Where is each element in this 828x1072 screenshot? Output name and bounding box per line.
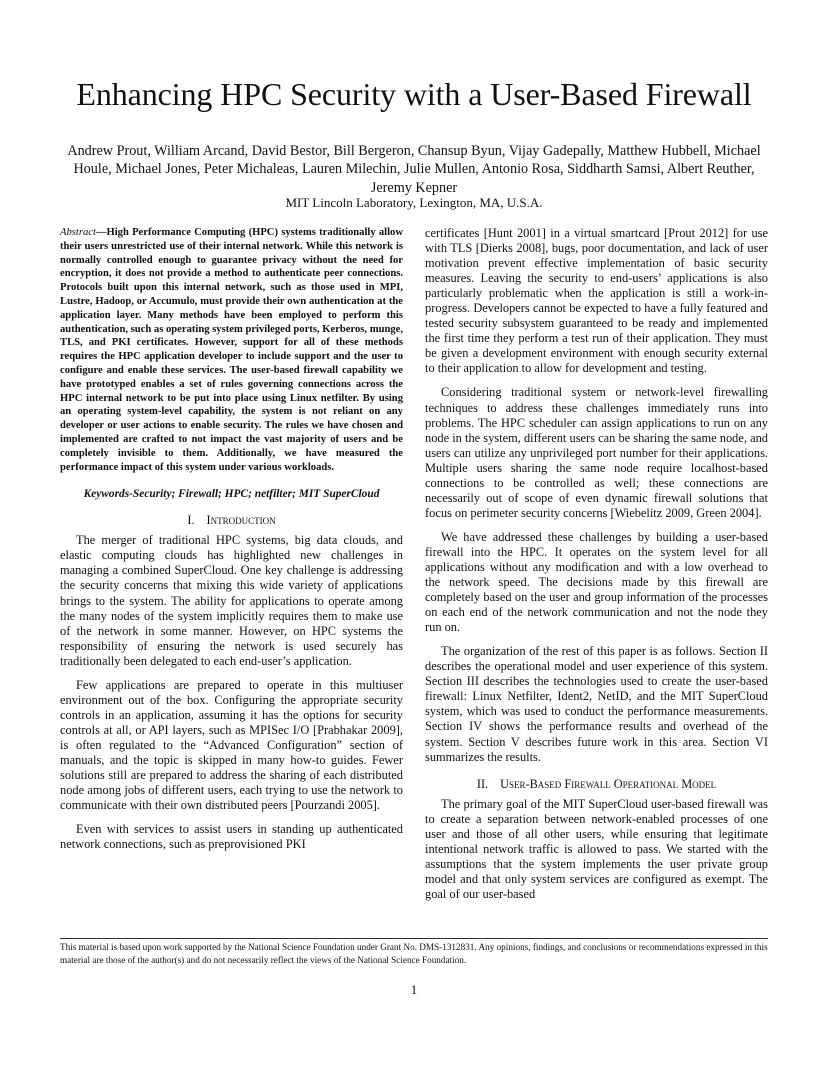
body-paragraph: The merger of traditional HPC systems, big data clouds, and elastic computing clouds has highlighted new challenges in managing a combined SuperCloud. One key challenge is addressing the security concerns that mixing this wide variety of applications brings to the system. The ability for applications to operate among the many nodes of the system implicitly requires them to make use of the network in some manner. However, on HPC systems the responsibility of ensuring the network is used securely has traditionally been delegated to each end-user’s application. bbox=[60, 533, 403, 668]
body-paragraph: Few applications are prepared to operate in this multiuser environment out of the box. Configuring the appropriate security controls in an application, assuming it has the options for security controls at all, or API layers, such as MPISec I/O [Prabhakar 2009], is often regulated to the “Advanced Configuration” section of manuals, and the topic is skipped in many how-to guides. Fewer solutions still are prepared to address the sharing of each distributed node among jobs of different users, each trying to use the network to communicate with their own distributed peers [Pourzandi 2005]. bbox=[60, 677, 403, 813]
abstract-label: Abstract bbox=[60, 227, 96, 238]
left-column bbox=[60, 226, 403, 852]
body-paragraph: The organization of the rest of this paper is as follows. Section II describes the operational model and user experience of this system. Section III describes the technologies used to create the user-based firewall: Linux Netfilter, Ident2, NetID, and the MIT SuperCloud system, which was used to conduct the performance measurements. Section IV shows the performance results and overhead of the system. Section V describes future work in this area. Section VI summarizes the results. bbox=[425, 644, 768, 764]
funding-footnote bbox=[60, 938, 768, 966]
body-paragraph: We have addressed these challenges by building a user-based firewall into the HPC. It operates on the system level for all applications without any modification and with a low overhead to the network speed. The decisions made by this firewall are completely based on the user and group information of the processes on each end of the network communication and not the node they run on. bbox=[425, 529, 768, 635]
section-title: Introduction bbox=[206, 513, 276, 528]
abstract-text: High Performance Computing (HPC) systems traditionally allow their users unrestricted use of their internal network. While this network is normally controlled enough to guarantee privacy without the need for encryption, it does not provide a method to authenticate peer connections. Protocols built upon this internal network, such as those used in MPI, Lustre, Hadoop, or Accumulo, must provide their own authentication at the application layer. Many methods have been employed to perform this authentication, such as operating system privileged ports, Kerberos, munge, TLS, and PKI certificates. However, support for all of these methods requires the HPC application developer to include support and the user to configure and enable these services. The user-based firewall capability we have prototyped enables a set of rules governing connections across the HPC internal network to be put into place using Linux netfilter. By using an operating system-level capability, the system is not reliant on any developer or user actions to enable security. The rules we have chosen and implemented are crafted to not impact the vast majority of users and be completely invisible to them. Additionally, we have measured the performance impact of this system under various workloads. bbox=[60, 227, 403, 473]
section-heading-operational-model bbox=[425, 777, 768, 792]
abstract bbox=[60, 226, 403, 474]
keywords-text: Security; Firewall; HPC; netfilter; MIT SuperCloud bbox=[132, 488, 380, 501]
body-paragraph: The primary goal of the MIT SuperCloud user-based firewall was to create a separation between network-enabled processes of one user and those of all other users, while ensuring that legitimate intentional network traffic is allowed to pass. We started with the assumptions that the system implements the user private group model and that only system services are configured as exempt. The goal of our user-based bbox=[425, 796, 768, 901]
abstract-dash: — bbox=[95, 227, 107, 238]
right-column bbox=[425, 226, 768, 902]
paper-title: Enhancing HPC Security with a User-Based Firewall bbox=[76, 76, 752, 112]
body-paragraph: Even with services to assist users in standing up authenticated network connections, such as preprovisioned PKI bbox=[60, 822, 403, 852]
keywords-label: Keywords- bbox=[83, 488, 133, 501]
section-title: User-Based Firewall Operational Model bbox=[500, 776, 717, 791]
section-heading-introduction bbox=[60, 513, 403, 528]
footnote-text: This material is based upon work supported by the National Science Foundation under Grant No. DMS-1312831. Any opinions, findings, and conclusions or recommendations expressed in this material are those of the author(s) and do not necessarily reflect the views of the National Science Foundation. bbox=[60, 942, 768, 965]
section-number: II. bbox=[476, 776, 489, 791]
author-list: Andrew Prout, William Arcand, David Bestor, Bill Bergeron, Chansup Byun, Vijay Gadepally, Matthew Hubbell, Michael Houle, Michael Jones, Peter Michaleas, Lauren Milechin, Julie Mullen, Antonio Rosa, Siddharth Samsi, Albert Reuther, Jeremy Kepner bbox=[67, 143, 761, 196]
section-number: I. bbox=[187, 513, 195, 528]
affiliation: MIT Lincoln Laboratory, Lexington, MA, U.S.A. bbox=[285, 195, 543, 210]
page-number: 1 bbox=[410, 982, 418, 997]
body-paragraph: certificates [Hunt 2001] in a virtual smartcard [Prout 2012] for use with TLS [Dierks 2008], bugs, poor documentation, and lack of user motivation prevent effective implementation of basic security measures. Leaving the security to end-users’ applications is also particularly problematic when the application is still a work-in-progress. Developers cannot be expected to have a fully featured and tested security subsystem guaranteed to be ready and implemented the first time they perform a test run of their application. They must be given a development environment with enough security external to their application to allow for development and testing. bbox=[425, 226, 768, 376]
body-paragraph: Considering traditional system or network-level firewalling techniques to address these challenges immediately runs into problems. The HPC scheduler can assign applications to run on any node in the system, different users can be sharing the same node, and users can utilize any unprivileged port number for their applications. Multiple users sharing the same node require localhost-based connections to be controlled as well; these connections are necessarily out of scope of even dynamic firewall solutions that focus on perimeter security concerns [Wiebelitz 2009, Green 2004]. bbox=[425, 385, 768, 520]
keywords bbox=[60, 487, 403, 501]
